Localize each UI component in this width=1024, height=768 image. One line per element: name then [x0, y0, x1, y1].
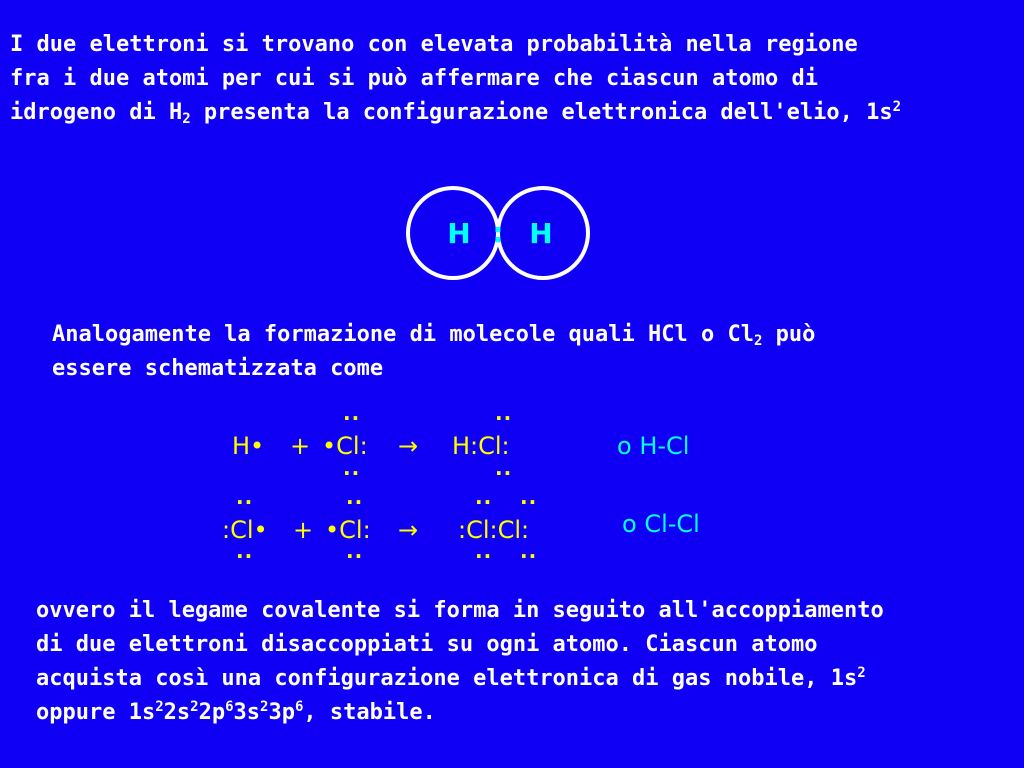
eq1-plus: +	[290, 432, 311, 460]
conclusion-line-3: acquista così una configurazione elettronica di gas nobile, $1s^2$	[36, 665, 866, 691]
analogy-line-1: Analogamente la formazione di molecole quali HCl o $Cl_2$ può	[52, 322, 816, 349]
eq2-chlorine-1: :Cl•	[222, 516, 268, 544]
analogy-line-2: essere schematizzata come	[52, 356, 384, 381]
eq2-cl1-bottom-dots: ..	[236, 539, 254, 563]
intro-paragraph	[10, 28, 901, 130]
left-h-atom: H	[447, 217, 471, 250]
eq1-hydrogen: H•	[232, 432, 265, 460]
eq1-product: H:Cl:	[452, 432, 510, 460]
shared-electron-pair: :	[492, 216, 504, 249]
eq1-structural-formula: o H-Cl	[617, 432, 690, 460]
intro-line-1: I due elettroni si trovano con elevata probabilità nella regione	[10, 32, 858, 57]
eq1-product-bottom-dots: ..	[495, 456, 513, 480]
eq1-product-top-dots: ..	[495, 401, 513, 425]
eq2-product-top-dots-right: ..	[520, 485, 538, 509]
eq2-cl1-top-dots: ..	[236, 485, 254, 509]
eq2-product: :Cl:Cl:	[458, 516, 530, 544]
analogy-paragraph	[52, 318, 815, 386]
intro-line-2: fra i due atomi per cui si può affermare che ciascun atomo di	[10, 66, 818, 91]
eq2-product-top-dots-left: ..	[475, 485, 493, 509]
eq2-chlorine-2: •Cl:	[325, 516, 371, 544]
orbital-circles	[405, 184, 595, 284]
eq1-cl-top-dots: ..	[343, 401, 361, 425]
eq2-cl2-bottom-dots: ..	[346, 539, 364, 563]
conclusion-line-4: oppure $1s^22s^22p^63s^23p^6$, stabile.	[36, 699, 436, 725]
h2-orbital-diagram	[405, 184, 595, 284]
conclusion-paragraph	[36, 594, 884, 730]
eq1-arrow: →	[398, 432, 419, 460]
eq2-product-bottom-dots-right: ..	[520, 539, 538, 563]
intro-line-3: idrogeno di $H_2$ presenta la configurazione elettronica dell'elio, $1s^2$	[10, 99, 902, 127]
eq2-plus: +	[293, 516, 314, 544]
eq1-chlorine: •Cl:	[322, 432, 368, 460]
eq2-product-bottom-dots-left: ..	[475, 539, 493, 563]
right-h-atom: H	[529, 217, 553, 250]
eq2-arrow: →	[398, 516, 419, 544]
eq1-cl-bottom-dots: ..	[343, 456, 361, 480]
eq2-cl2-top-dots: ..	[346, 485, 364, 509]
eq2-structural-formula: o Cl-Cl	[622, 510, 700, 538]
conclusion-line-1: ovvero il legame covalente si forma in seguito all'accoppiamento	[36, 598, 884, 623]
conclusion-line-2: di due elettroni disaccoppiati su ogni atomo. Ciascun atomo	[36, 632, 818, 657]
